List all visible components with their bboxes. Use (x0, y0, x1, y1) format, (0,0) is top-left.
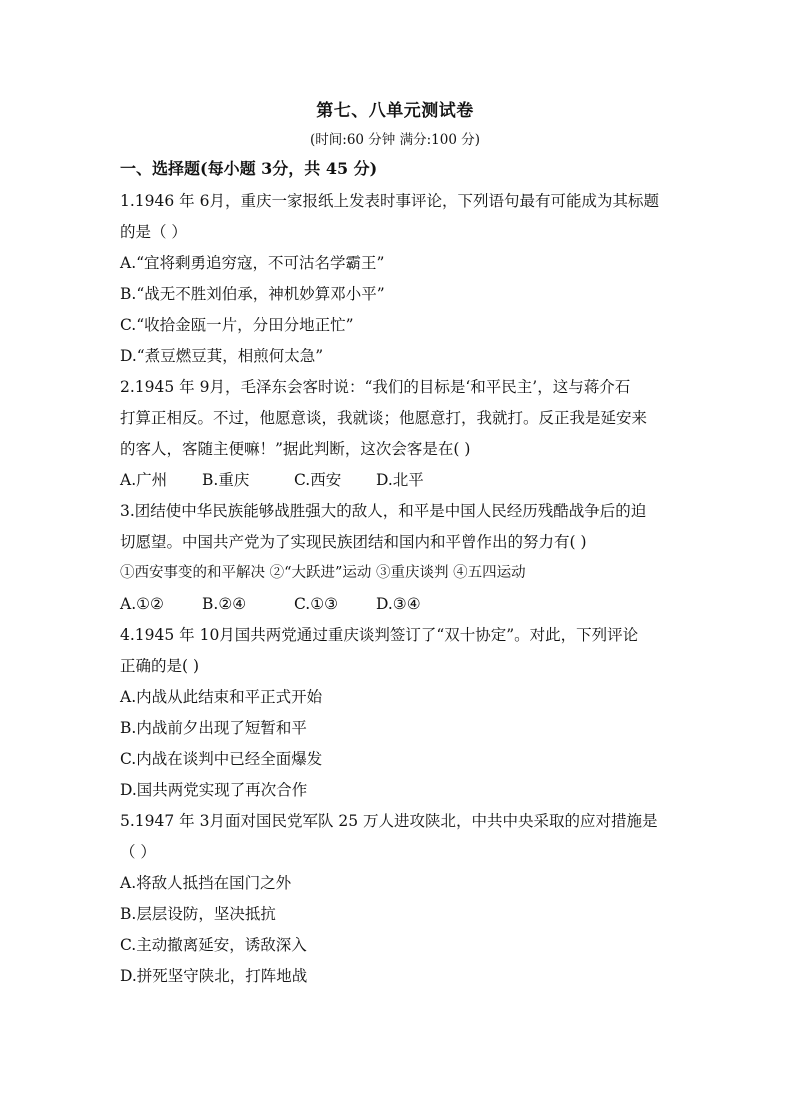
question-3-option-c: C.①③ (294, 595, 339, 613)
question-4-option-a: A.内战从此结束和平正式开始 (120, 688, 323, 706)
question-4-option-d: D.国共两党实现了再次合作 (120, 781, 308, 799)
question-2-option-c: C.西安 (294, 471, 342, 489)
question-5-option-b: B.层层设防，坚决抵抗 (120, 905, 276, 923)
question-3-option-b: B.②④ (202, 595, 247, 613)
question-4-option-c: C.内战在谈判中已经全面爆发 (120, 750, 323, 768)
question-2-stem-line-3: 的客人，客随主便嘛！”据此判断，这次会客是在( ) (120, 440, 471, 458)
question-1-stem-line-1: 1.1946 年 6月，重庆一家报纸上发表时事评论，下列语句最有可能成为其标题 (120, 192, 659, 210)
question-3-option-d: D.③④ (376, 595, 421, 613)
question-5-stem-line-2: （ ） (120, 843, 156, 861)
question-4-stem-line-2: 正确的是( ) (120, 657, 200, 675)
question-1-stem-line-2: 的是（ ） (120, 223, 187, 241)
question-3-options (120, 593, 680, 615)
question-1-option-b: B.“战无不胜刘伯承，神机妙算邓小平” (120, 285, 385, 303)
page-title: 第七、八单元测试卷 (316, 101, 474, 121)
question-3-stem-line-1: 3.团结使中华民族能够战胜强大的敌人，和平是中国人民经历残酷战争后的迫 (120, 502, 647, 520)
question-2-stem-line-1: 2.1945 年 9月，毛泽东会客时说：“我们的目标是‘和平民主’，这与蒋介石 (120, 378, 631, 396)
question-2-options (120, 469, 680, 491)
question-3-stem-line-3: ①西安事变的和平解决 ②“大跃进”运动 ③重庆谈判 ④五四运动 (120, 565, 526, 581)
question-3-stem-line-2: 切愿望。中国共产党为了实现民族团结和国内和平曾作出的努力有( ) (120, 533, 587, 551)
question-1-option-d: D.“煮豆燃豆萁，相煎何太急” (120, 347, 324, 365)
question-1-option-c: C.“收拾金瓯一片，分田分地正忙” (120, 316, 354, 334)
question-2-option-a: A.广州 (120, 471, 168, 489)
question-4-stem-line-1: 4.1945 年 10月国共两党通过重庆谈判签订了“双十协定”。对此，下列评论 (120, 626, 639, 644)
section-heading: 一、选择题(每小题 3分，共 45 分) (120, 159, 378, 178)
question-5-option-c: C.主动撤离延安，诱敌深入 (120, 936, 307, 954)
question-2-stem-line-2: 打算正相反。不过，他愿意谈，我就谈；他愿意打，我就打。反正我是延安来 (120, 409, 648, 427)
question-3-option-a: A.①② (120, 595, 164, 613)
question-2-option-d: D.北平 (376, 471, 424, 489)
question-5-option-a: A.将敌人抵挡在国门之外 (120, 874, 292, 892)
exam-time-and-score: (时间:60 分钟 满分:100 分) (310, 132, 480, 148)
question-2-option-b: B.重庆 (202, 471, 250, 489)
question-5-option-d: D.拼死坚守陕北，打阵地战 (120, 967, 308, 985)
question-5-stem-line-1: 5.1947 年 3月面对国民党军队 25 万人进攻陕北，中共中央采取的应对措施是 (120, 812, 658, 830)
question-4-option-b: B.内战前夕出现了短暂和平 (120, 719, 307, 737)
question-1-option-a: A.“宜将剩勇追穷寇，不可沽名学霸王” (120, 254, 385, 272)
